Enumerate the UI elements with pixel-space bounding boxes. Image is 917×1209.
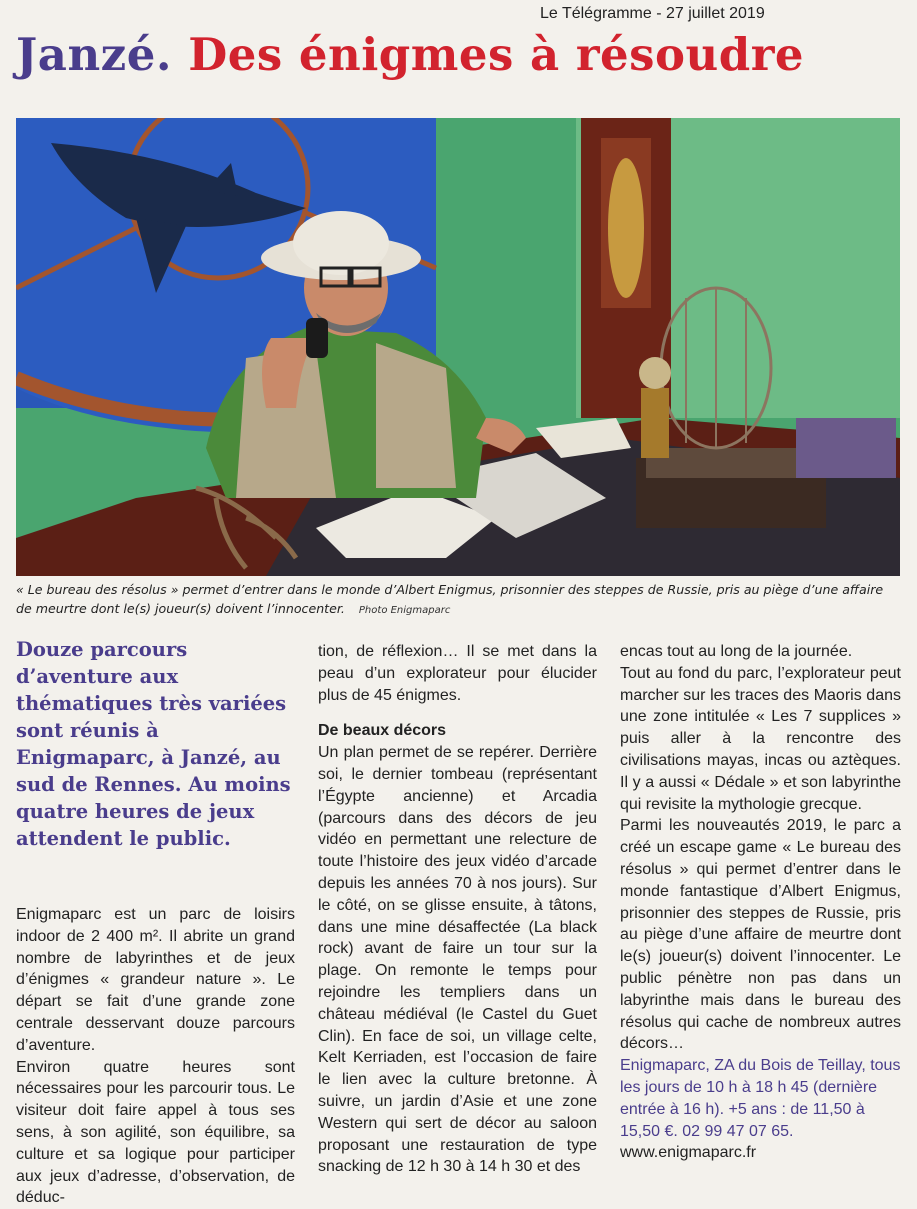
subhead: De beaux décors: [318, 722, 447, 740]
photo-credit: Photo Enigmaparc: [358, 605, 451, 616]
col2-paragraph-2: Un plan permet de se repérer. Derrière soi, le dernier tombeau (représentant l’Égypte ancienne) et Arcadia (parcours dans des décors de jeu vidéo en permettant une relecture de toute l’histoire des jeux vidéo d’arcade depuis les années 70 à nos jours). Sur le côté, on se glisse ensuite, à tâtons, dans une mine désaffectée (La black rock) avant de faire un tour sur la plage. On remonte le temps pour rejoindre les templiers dans un château médiéval (le Castel du Guet Clin). En face de soi, un village celte, Kelt Kerriaden, est l’occasion de faire le lien avec la culture bretonne. À suivre, un jardin d’Asie et une zone Western qui sert de décor au saloon proposant une restauration de type snacking de 12 h 30 à 14 h 30 et des: [318, 744, 597, 1176]
column-2-body: [318, 641, 597, 1178]
newspaper-source: Le Télégramme - 27 juillet 2019: [540, 5, 765, 22]
headline-place: Janzé.: [16, 28, 173, 81]
col3-paragraph-3: Parmi les nouveautés 2019, le parc a créé un escape game « Le bureau des résolus » qui permet d’entrer dans le monde fantastique d’Albert Enigmus, prisonnier des steppes de Russie, pris au piège d’une affaire de meurtre dont le(s) joueur(s) doivent l’innocenter. Le public pénètre non pas dans un labyrinthe mais dans le bureau des résolus qui cache de nombreux autres décors…: [620, 817, 901, 1053]
column-2: [318, 641, 597, 1178]
photo-caption: [16, 580, 901, 620]
column-3-body: [620, 641, 901, 1055]
headline: [16, 28, 804, 81]
col1-paragraph-1: Enigmaparc est un parc de loisirs indoor de 2 400 m². Il abrite un grand nombre de labyrinthes et de jeux d’énigmes « grandeur nature ». Le départ se fait d’une grande zone centrale desservant douze parcours d’aventure.: [16, 906, 295, 1054]
website-link[interactable]: www.enigmaparc.fr: [620, 1144, 757, 1162]
col1-paragraph-2: Environ quatre heures sont nécessaires pour les parcourir tous. Le visiteur doit faire appel à tous ses sens, à son agilité, son équilibre, sa culture et sa logique pour participer aux jeux d’adresse, d’observation, de déduc-: [16, 1058, 295, 1207]
lead-paragraph: Douze parcours d’aventure aux thématiques très variées sont réunis à Enigmaparc, à Janzé, au sud de Rennes. Au moins quatre heures de jeux attendent le public.: [16, 638, 291, 850]
column-3: [620, 641, 901, 1164]
practical-info: Enigmaparc, ZA du Bois de Teillay, tous les jours de 10 h à 18 h 45 (dernière entrée à 16 h). +5 ans : de 11,50 à 15,50 €. 02 99 47 07 65.: [620, 1057, 901, 1140]
caption-text: « Le bureau des résolus » permet d’entrer dans le monde d’Albert Enigmus, prisonnier des steppes de Russie, pris au piège d’une affaire de meurtre dont le(s) joueur(s) doivent l’innocenter.: [16, 582, 884, 616]
column-1-body: [16, 904, 295, 1209]
col3-paragraph-1: encas tout au long de la journée.: [620, 643, 853, 660]
col2-paragraph-1: tion, de réflexion… Il se met dans la peau d’un explorateur pour élucider plus de 45 énigmes.: [318, 643, 597, 704]
article-photo: [16, 118, 900, 576]
headline-title: Des énigmes à résoudre: [188, 28, 805, 81]
column-1: [16, 636, 295, 1209]
col3-paragraph-2: Tout au fond du parc, l’explorateur peut marcher sur les traces des Maoris dans une zone intitulée « Les 7 supplices » puis aller à la rencontre des civilisations mayas, incas ou aztèques. Il y a aussi « Dédale » et son labyrinthe qui revisite la mythologie grecque.: [620, 664, 901, 813]
